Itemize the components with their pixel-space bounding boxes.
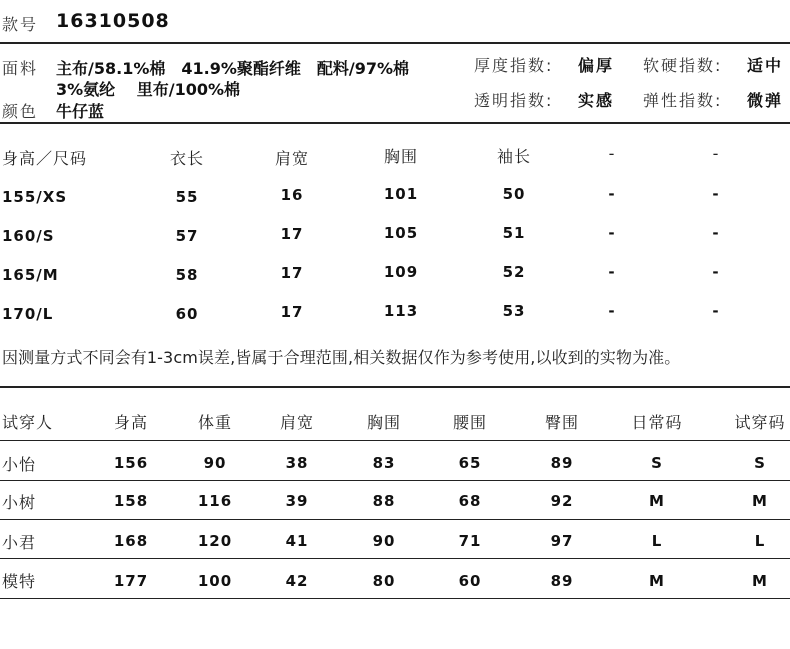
model-header-daily-size: 日常码 [631,413,683,432]
size-cell: - [608,224,616,242]
size-cell: 55 [175,188,199,206]
model-cell: 38 [285,454,309,472]
measurement-note: 因测量方式不同会有1-3cm误差,皆属于合理范围,相关数据仅作为参考使用,以收到的实物为准。 [2,348,681,367]
model-cell: M [752,492,768,510]
thickness-value: 偏厚 [578,56,615,75]
model-cell: 97 [550,532,574,550]
row-divider [0,440,790,441]
size-cell: 57 [175,227,199,245]
size-cell: - [712,185,720,203]
size-header-empty-2: - [712,144,720,163]
softness-value: 适中 [747,56,784,75]
model-cell: S [754,454,766,472]
model-cell: L [651,532,663,550]
size-cell: 165/M [2,266,59,284]
size-cell: 17 [280,264,304,282]
model-cell: 92 [550,492,574,510]
size-cell: - [608,185,616,203]
size-cell: - [608,302,616,320]
model-cell: M [752,572,768,590]
divider-model-table [0,386,790,388]
elasticity-value: 微弹 [747,91,784,110]
row-divider [0,480,790,481]
size-cell: 53 [502,302,526,320]
model-cell: S [651,454,663,472]
transparency-value: 实感 [578,91,615,110]
model-cell: 89 [550,572,574,590]
model-cell: 68 [458,492,482,510]
size-header-shoulder: 肩宽 [274,149,310,168]
row-divider [0,519,790,520]
model-cell: L [754,532,766,550]
model-cell: 80 [372,572,396,590]
softness-label: 软硬指数: [643,56,723,75]
model-cell: 65 [458,454,482,472]
model-cell: 90 [372,532,396,550]
model-cell: 小君 [2,533,37,552]
style-no-value: 16310508 [56,10,170,32]
size-cell: - [712,302,720,320]
model-header-tried-size: 试穿码 [734,413,786,432]
size-cell: 50 [502,185,526,203]
model-header-name: 试穿人 [2,413,54,432]
model-cell: 71 [458,532,482,550]
size-cell: 101 [383,185,419,203]
model-cell: 120 [197,532,233,550]
model-cell: 100 [197,572,233,590]
model-cell: M [649,572,665,590]
model-cell: 模特 [2,572,37,591]
model-cell: 116 [197,492,233,510]
size-cell: 52 [502,263,526,281]
size-header-sleeve: 袖长 [496,147,532,166]
model-cell: 88 [372,492,396,510]
size-cell: - [608,263,616,281]
model-cell: 39 [285,492,309,510]
model-cell: 小树 [2,493,37,512]
color-value: 牛仔蓝 [56,102,105,121]
size-header-empty-1: - [608,144,616,163]
divider-size-table [0,122,790,124]
model-cell: 60 [458,572,482,590]
size-cell: 155/XS [2,188,68,206]
model-cell: 89 [550,454,574,472]
size-cell: - [712,224,720,242]
style-no-label: 款号 [2,15,39,34]
divider-top [0,42,790,44]
model-cell: 83 [372,454,396,472]
size-cell: 60 [175,305,199,323]
size-cell: 16 [280,186,304,204]
size-cell: 160/S [2,227,55,245]
fabric-label: 面料 [2,59,39,78]
model-header-hip: 臀围 [544,413,580,432]
model-cell: 156 [113,454,149,472]
size-cell: 17 [280,303,304,321]
fabric-line-1: 主布/58.1%棉 41.9%聚酯纤维 配料/97%棉 [56,59,410,78]
size-header-chest: 胸围 [383,147,419,166]
model-header-chest: 胸围 [366,413,402,432]
model-cell: 90 [203,454,227,472]
size-header-height-size: 身高／尺码 [2,149,88,168]
color-label: 颜色 [2,102,39,121]
row-divider [0,558,790,559]
transparency-label: 透明指数: [474,91,554,110]
size-cell: - [712,263,720,281]
size-cell: 51 [502,224,526,242]
thickness-label: 厚度指数: [474,56,554,75]
model-cell: M [649,492,665,510]
size-cell: 113 [383,302,419,320]
model-header-height: 身高 [113,413,149,432]
model-header-weight: 体重 [197,413,233,432]
size-header-length: 衣长 [169,149,205,168]
size-cell: 58 [175,266,199,284]
model-cell: 177 [113,572,149,590]
size-cell: 17 [280,225,304,243]
model-cell: 168 [113,532,149,550]
model-cell: 41 [285,532,309,550]
fabric-line-2: 3%氨纶 里布/100%棉 [56,80,241,99]
row-divider [0,598,790,599]
model-header-waist: 腰围 [452,413,488,432]
model-cell: 158 [113,492,149,510]
size-cell: 170/L [2,305,54,323]
elasticity-label: 弹性指数: [643,91,723,110]
model-header-shoulder: 肩宽 [279,413,315,432]
size-cell: 105 [383,224,419,242]
model-cell: 小怡 [2,455,37,474]
size-cell: 109 [383,263,419,281]
model-cell: 42 [285,572,309,590]
